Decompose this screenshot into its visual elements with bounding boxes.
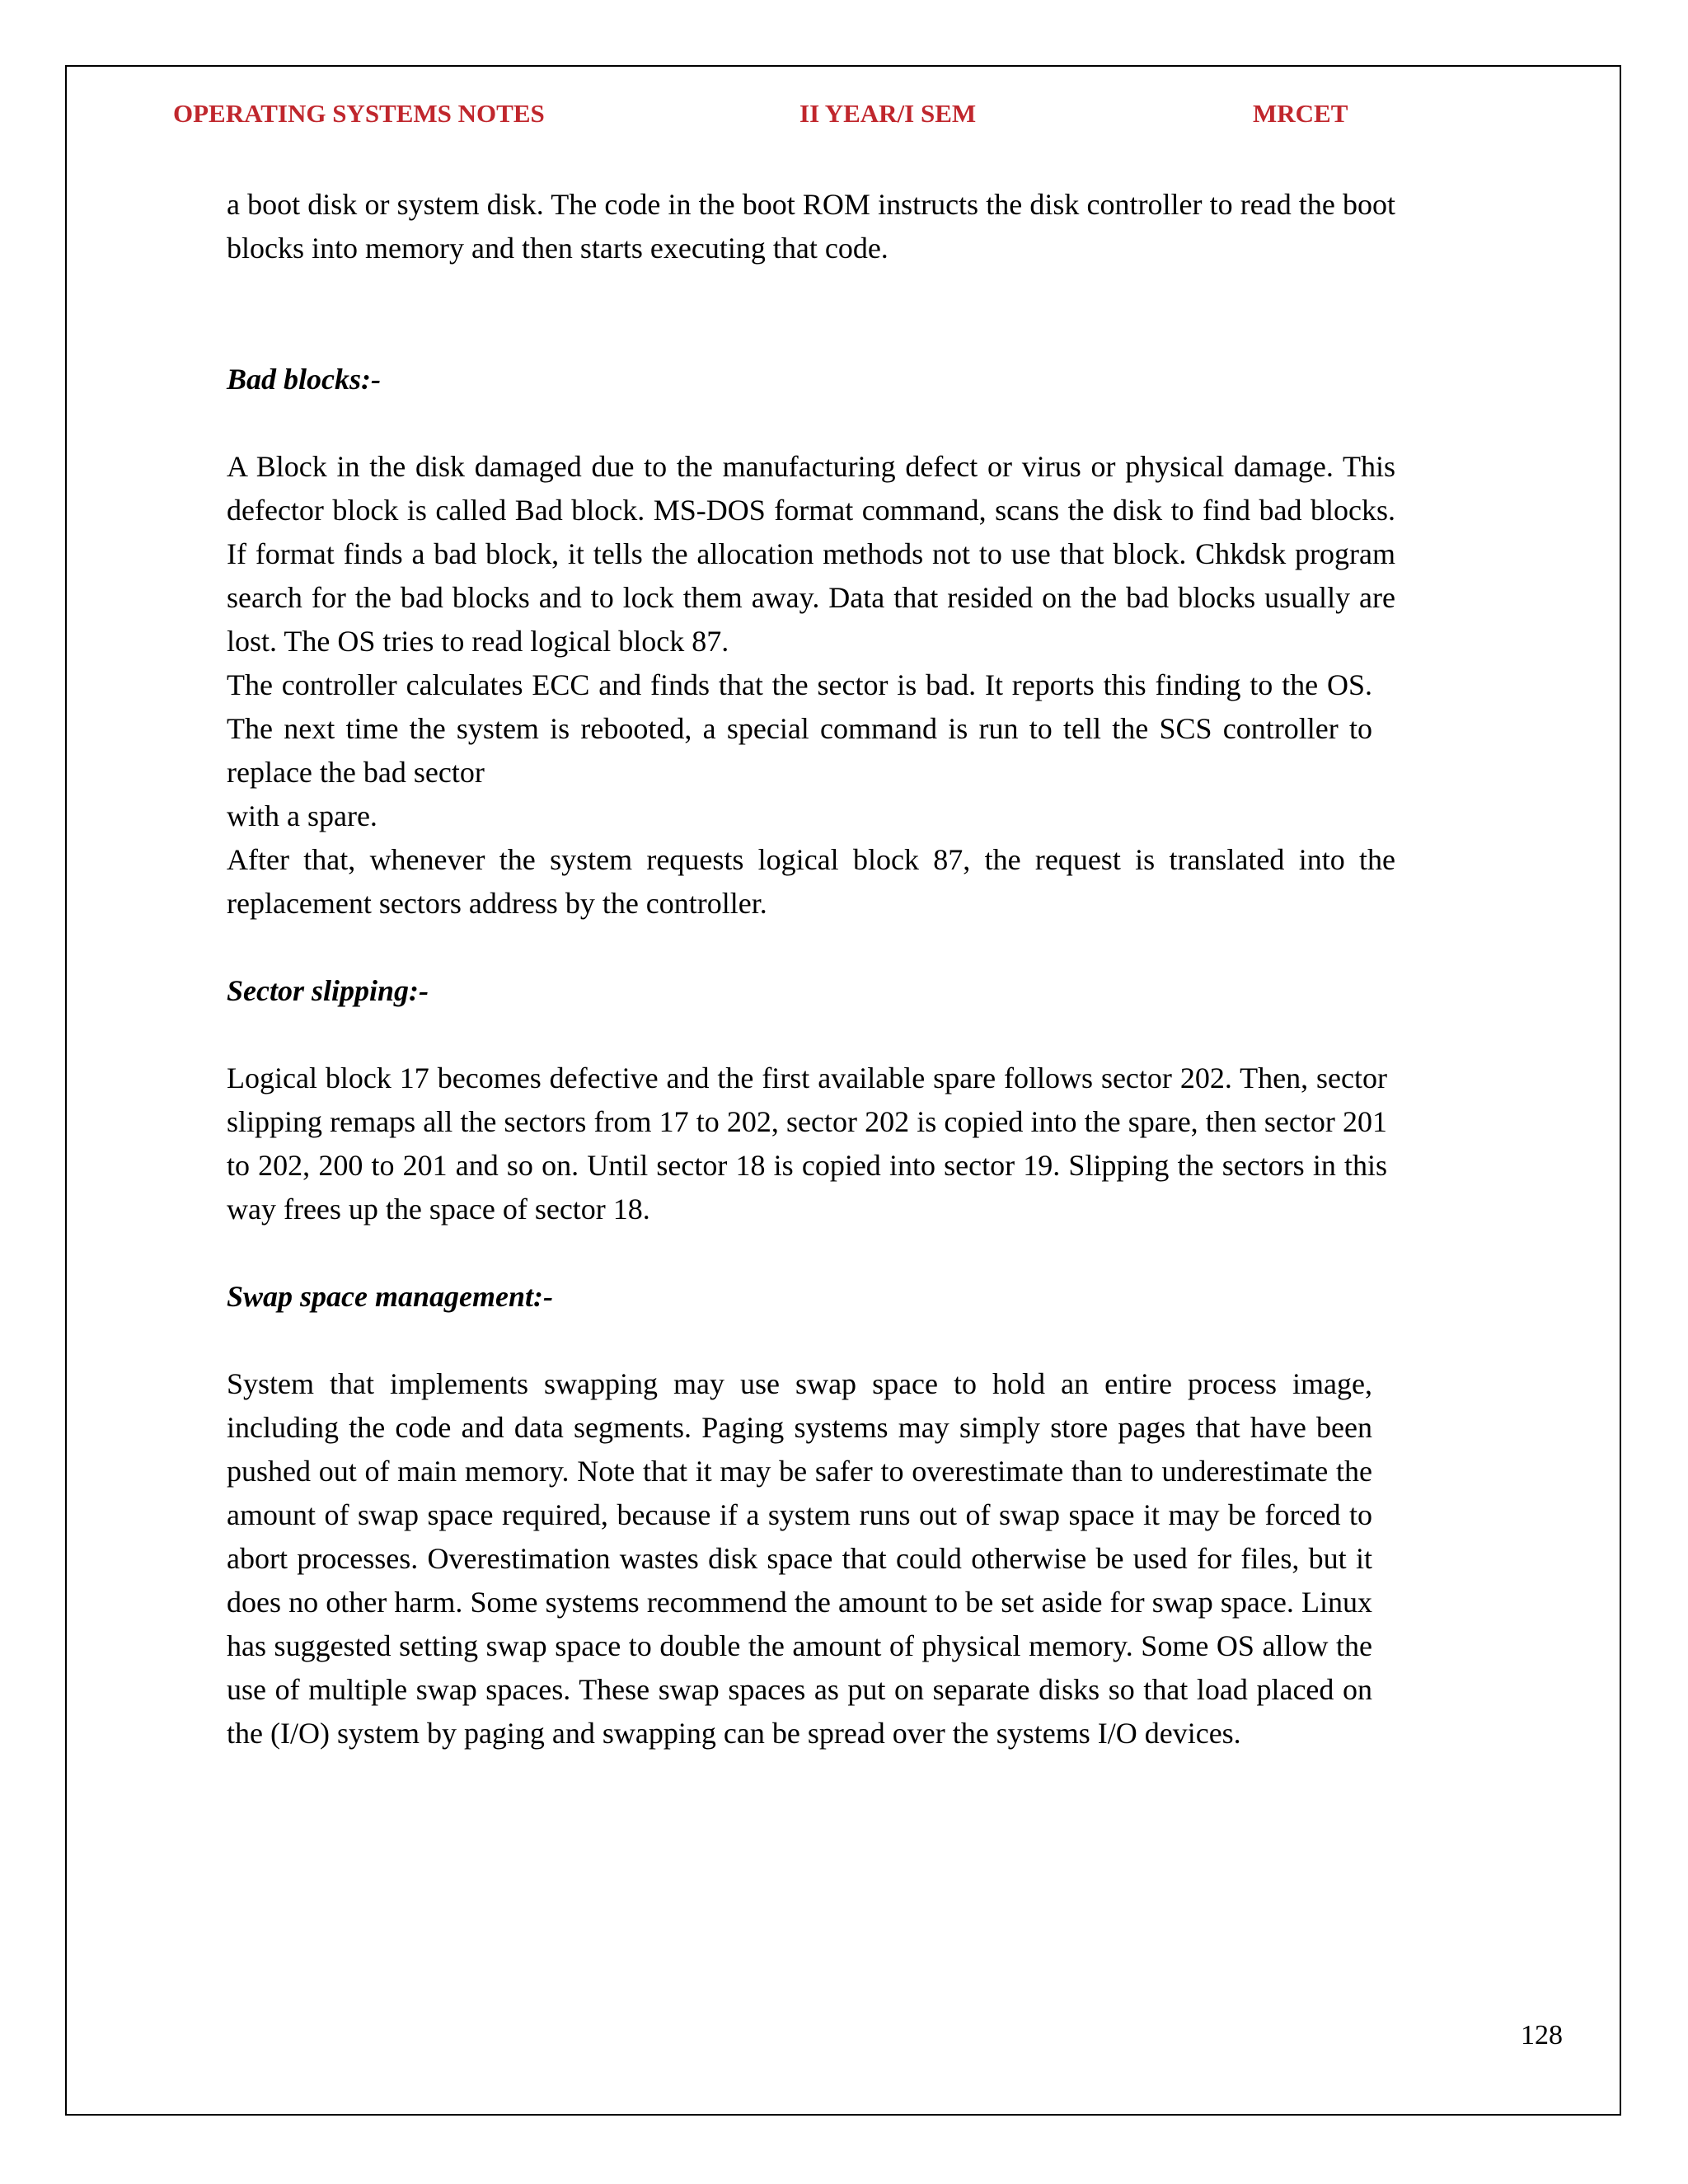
section-heading-bad-blocks: Bad blocks:- [227,363,381,396]
header-year-semester: II YEAR/I SEM [799,99,977,128]
bad-blocks-spare-line: with a spare. [227,799,377,832]
page-number: 128 [1521,2020,1563,2050]
sector-slipping-paragraph: Logical block 17 becomes defective and the first available spare follows sector 202. Then, sector slipping remaps all the sectors from 17 to 202, sector 202 is copied into the spare, then sector 201 to 202, 200 to 201 and so on. Until sector 18 is copied into sector 19. Slipping the sectors in this way frees up the space of sector 18. [227,1062,1387,1226]
bad-blocks-paragraph: A Block in the disk damaged due to the manufacturing defect or virus or physical damage. This defector block is called Bad block. MS-DOS format command, scans the disk to find bad blocks. If format finds a bad block, it tells the allocation methods not to use that block. Chkdsk program search for the bad blocks and to lock them away. Data that resided on the bad blocks usually are lost. The OS tries to read logical block 87. [227,450,1395,658]
header-institution: MRCET [1253,99,1348,128]
page-header [0,99,1688,135]
section-heading-swap-space: Swap space management:- [227,1280,553,1313]
bad-blocks-translation-paragraph: After that, whenever the system requests logical block 87, the request is translated into the replacement sectors address by the controller. [227,843,1395,920]
section-heading-sector-slipping: Sector slipping:- [227,974,429,1007]
bad-blocks-controller-paragraph: The controller calculates ECC and finds that the sector is bad. It reports this finding to the OS. The next time the system is rebooted, a special command is run to tell the SCS controller to replace the bad sector [227,668,1372,789]
intro-paragraph: a boot disk or system disk. The code in the boot ROM instructs the disk controller to read the boot blocks into memory and then starts executing that code. [227,188,1395,265]
swap-space-paragraph: System that implements swapping may use swap space to hold an entire process image, including the code and data segments. Paging systems may simply store pages that have been pushed out of main memory. Note that it may be safer to overestimate than to underestimate the amount of swap space required, because if a system runs out of swap space it may be forced to abort processes. Overestimation wastes disk space that could otherwise be used for files, but it does no other harm. Some systems recommend the amount to be set aside for swap space. Linux has suggested setting swap space to double the amount of physical memory. Some OS allow the use of multiple swap spaces. These swap spaces as put on separate disks so that load placed on the (I/O) system by paging and swapping can be spread over the systems I/O devices. [227,1367,1372,1750]
header-course-title: OPERATING SYSTEMS NOTES [173,99,545,128]
page-content [227,183,1393,1755]
